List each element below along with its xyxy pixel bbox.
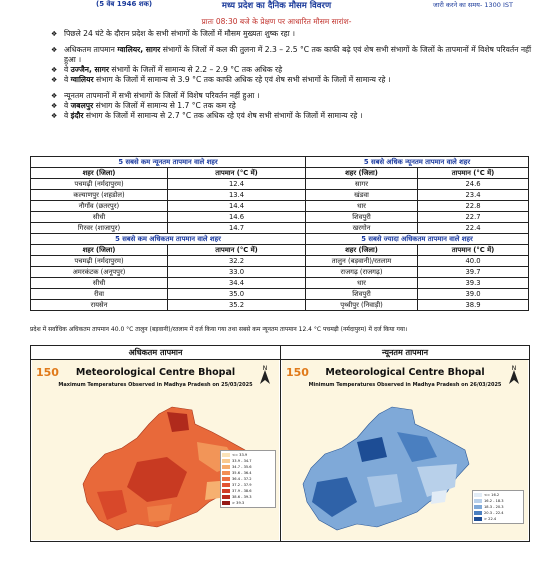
city-cell: सागर — [306, 179, 418, 190]
legend-swatch — [222, 495, 230, 499]
summary-bullet — [48, 29, 538, 39]
legend-label: <= 16.2 — [484, 493, 500, 497]
north-arrow-icon — [506, 364, 522, 386]
summary-subtitle: प्रातः 08:30 बजे के प्रेक्षण पर आधारित मौसम सारांश- — [201, 17, 352, 26]
legend-swatch — [474, 493, 482, 497]
legend-label: > 39.3 — [232, 501, 245, 505]
bullet-diamond-icon: ❖ — [51, 92, 58, 100]
temp-cell: 12.4 — [168, 179, 306, 190]
issue-time: जारी करने का समय- 1300 IST — [432, 1, 513, 9]
legend-label: <= 33.9 — [232, 453, 248, 457]
legend-swatch — [222, 501, 230, 505]
legend-item — [474, 516, 522, 522]
mc-logo: 150 — [36, 366, 59, 379]
legend-swatch — [222, 471, 230, 475]
north-label: N — [511, 365, 517, 372]
temp-cell: 40.0 — [418, 256, 529, 267]
legend-label: 36.4 - 37.2 — [232, 477, 252, 481]
city-cell: सीधी — [31, 212, 168, 223]
bullet-text-post: संभागों के जिलों में कल की तुलना में 2.3 – 2.5 °C तक काफी बढ़े एवं शेष सभी संभागों के जिलों के तापमानों में विशेष परिवर्तन नहीं हुआ । — [64, 45, 532, 64]
city-cell: शिवपुरी — [306, 212, 418, 223]
temp-cell: 13.4 — [168, 190, 306, 201]
temp-cell: 39.0 — [418, 289, 529, 300]
north-arrow-icon — [257, 364, 273, 386]
col-header-temp: तापमान (°C में) — [418, 245, 529, 256]
legend-swatch — [222, 453, 230, 457]
table-row — [31, 278, 529, 289]
bullet-keyword: जबलपुर — [70, 101, 94, 110]
summary-bullet — [48, 101, 538, 111]
bullet-keyword: उज्जैन, सागर — [70, 65, 110, 74]
city-cell: धार — [306, 201, 418, 212]
legend-swatch — [474, 517, 482, 521]
legend-swatch — [222, 483, 230, 487]
city-cell: शिवपुरी — [306, 289, 418, 300]
bullet-text-post: संभाग के जिलों में सामान्य से 1.7 °C तक कम रहे — [93, 101, 236, 110]
summary-bullet — [48, 45, 538, 65]
legend-label: 35.6 - 36.4 — [232, 471, 252, 475]
min-temp-table — [30, 156, 529, 311]
temp-cell: 24.6 — [418, 179, 529, 190]
city-cell: पचमढ़ी (नर्मदापुरम) — [31, 256, 168, 267]
bullet-text-post: संभाग के जिलों में सामान्य से 2.7 °C तक अधिक रहे एवं शेष सभी संभागों के जिलों में सामान्य रहे । — [83, 111, 363, 120]
table-row — [31, 190, 529, 201]
bullet-diamond-icon: ❖ — [51, 66, 58, 74]
min-temp-map-panel — [280, 345, 530, 542]
bullet-diamond-icon: ❖ — [51, 102, 58, 110]
table-row — [31, 179, 529, 190]
min-temp-choropleth — [297, 402, 477, 537]
legend-swatch — [222, 489, 230, 493]
table-row — [31, 289, 529, 300]
legend-swatch — [474, 499, 482, 503]
city-cell: अमरकंटक (अनूपपुर) — [31, 267, 168, 278]
legend-label: 37.2 - 37.9 — [232, 483, 252, 487]
city-cell: नौगाँव (छतरपुर) — [31, 201, 168, 212]
bullet-diamond-icon: ❖ — [51, 76, 58, 84]
bullet-text-post: संभाग के जिलों में सामान्य से 3.9 °C तक काफी अधिक रहे एवं शेष सभी संभागों के जिलों में सामान्य रहे । — [93, 75, 391, 84]
city-cell: गिरवर (शाजापुर) — [31, 223, 168, 234]
min-map-legend — [472, 490, 524, 524]
legend-label: 34.7 - 35.6 — [232, 465, 252, 469]
bullet-text-pre: वे — [64, 101, 71, 110]
min-map-title: Meteorological Centre Bhopal — [325, 367, 485, 378]
table-row — [31, 300, 529, 311]
col-header-temp: तापमान (°C में) — [168, 168, 306, 179]
legend-label: 38.6 - 39.3 — [232, 495, 252, 499]
col-header-city: शहर (जिला) — [306, 168, 418, 179]
legend-swatch — [222, 477, 230, 481]
col-header-temp: तापमान (°C में) — [168, 245, 306, 256]
table-row — [31, 256, 529, 267]
temp-cell: 23.4 — [418, 190, 529, 201]
bullet-diamond-icon: ❖ — [51, 112, 58, 120]
min-map-area — [282, 360, 528, 540]
bullet-diamond-icon: ❖ — [51, 46, 58, 54]
min-map-subtitle: Minimum Temperatures Observed in Madhya Pradesh on 26/03/2025 — [308, 382, 502, 388]
temp-cell: 38.9 — [418, 300, 529, 311]
legend-label: 18.3 - 20.3 — [484, 505, 504, 509]
summary-bullet — [48, 111, 538, 121]
temp-cell: 14.7 — [168, 223, 306, 234]
table-row — [31, 223, 529, 234]
max-map-title: Meteorological Centre Bhopal — [75, 367, 236, 378]
city-cell: राजगढ़ (राजगढ़) — [306, 267, 418, 278]
city-cell: धार — [306, 278, 418, 289]
temp-cell: 22.4 — [418, 223, 529, 234]
summary-bullet — [48, 75, 538, 85]
temp-cell: 39.3 — [418, 278, 529, 289]
north-label: N — [262, 365, 268, 372]
max-temp-rows — [31, 256, 529, 311]
temp-cell: 35.2 — [168, 300, 306, 311]
bullet-text-pre: वे — [64, 75, 71, 84]
bullet-keyword: ग्वालियर — [70, 75, 94, 84]
temperature-tables — [30, 156, 528, 311]
bullet-diamond-icon: ❖ — [51, 30, 58, 38]
max-temp-map-panel — [30, 345, 281, 542]
city-cell: पृथ्वीपुर (निवाड़ी) — [306, 300, 418, 311]
bullet-text-pre: न्यूनतम तापमानों में सभी संभागों के जिलों में विशेष परिवर्तन नहीं हुआ । — [64, 91, 260, 100]
summary-list — [48, 29, 538, 121]
city-cell: तालुन (बड़वानी)/रतलाम — [306, 256, 418, 267]
city-cell: खंडवा — [306, 190, 418, 201]
table-row — [31, 201, 529, 212]
temp-cell: 22.8 — [418, 201, 529, 212]
saka-date-note: (5 वेब 1946 शक) — [96, 0, 153, 8]
legend-item — [222, 500, 274, 506]
bullet-text-pre: अधिकतम तापमान — [64, 45, 118, 54]
table-row — [31, 267, 529, 278]
city-cell: सीधी — [31, 278, 168, 289]
max-high-title: 5 सबसे ज्यादा अधिकतम तापमान वाले शहर — [306, 234, 529, 245]
legend-swatch — [474, 505, 482, 509]
bullet-text-pre: वे — [64, 111, 71, 120]
legend-label: > 22.4 — [484, 517, 497, 521]
temp-cell: 33.0 — [168, 267, 306, 278]
temp-cell: 34.4 — [168, 278, 306, 289]
city-cell: कल्याणपुर (शहडोल) — [31, 190, 168, 201]
city-cell: खरगोन — [306, 223, 418, 234]
col-header-city: शहर (जिला) — [306, 245, 418, 256]
legend-label: 16.2 - 18.3 — [484, 499, 504, 503]
temp-cell: 32.2 — [168, 256, 306, 267]
legend-swatch — [222, 459, 230, 463]
col-header-city: शहर (जिला) — [31, 168, 168, 179]
bullet-keyword: इंदौर — [70, 111, 84, 120]
summary-list-container — [48, 29, 538, 121]
bullet-text-pre: पिछले 24 घंटे के दौरान प्रदेश के सभी संभागों के जिलों में मौसम मुख्यतः शुष्क रहा । — [64, 29, 295, 38]
max-map-subtitle: Maximum Temperatures Observed in Madhya Pradesh on 25/03/2025 — [58, 382, 253, 388]
table-row — [31, 212, 529, 223]
temp-cell: 35.0 — [168, 289, 306, 300]
summary-bullet — [48, 65, 538, 75]
col-header-city: शहर (जिला) — [31, 245, 168, 256]
temp-cell: 39.7 — [418, 267, 529, 278]
legend-swatch — [474, 511, 482, 515]
temp-cell: 14.6 — [168, 212, 306, 223]
bullet-text-pre: वे — [64, 65, 71, 74]
city-cell: रीवा — [31, 289, 168, 300]
legend-swatch — [222, 465, 230, 469]
min-low-title: 5 सबसे कम न्यूनतम तापमान वाले शहर — [31, 157, 306, 168]
max-low-title: 5 सबसे कम अधिकतम तापमान वाले शहर — [31, 234, 306, 245]
min-map-header: न्यूनतम तापमान — [281, 346, 529, 360]
max-map-area — [32, 360, 279, 540]
temp-cell: 14.4 — [168, 201, 306, 212]
legend-label: 33.9 - 34.7 — [232, 459, 252, 463]
extremes-note: प्रदेश में सर्वाधिक अधिकतम तापमान 40.0 °C तालुन (बड़वानी)/रतलाम में दर्ज किया गया तथा सबसे कम न्यूनतम तापमान 12.4 °C पचमढ़ी (नर्मदापुरम) में दर्ज किया गया। — [30, 326, 408, 333]
legend-label: 20.3 - 22.4 — [484, 511, 504, 515]
city-cell: पचमढ़ी (नर्मदापुरम) — [31, 179, 168, 190]
temp-cell: 22.7 — [418, 212, 529, 223]
col-header-temp: तापमान (°C में) — [418, 168, 529, 179]
bullet-keyword: ग्वालियर, सागर — [117, 45, 161, 54]
legend-label: 37.9 - 38.6 — [232, 489, 252, 493]
max-map-legend — [220, 450, 276, 508]
summary-bullet — [48, 91, 538, 101]
min-high-title: 5 सबसे अधिक न्यूनतम तापमान वाले शहर — [306, 157, 529, 168]
min-temp-rows — [31, 179, 529, 234]
max-map-header: अधिकतम तापमान — [31, 346, 280, 360]
mc-logo: 150 — [286, 366, 309, 379]
page-title: मध्य प्रदेश का दैनिक मौसम विवरण — [221, 1, 332, 11]
bullet-text-post: संभागों के जिलों में सामान्य से 2.2 – 2.9 °C तक अधिक रहे — [109, 65, 283, 74]
city-cell: रायसेन — [31, 300, 168, 311]
